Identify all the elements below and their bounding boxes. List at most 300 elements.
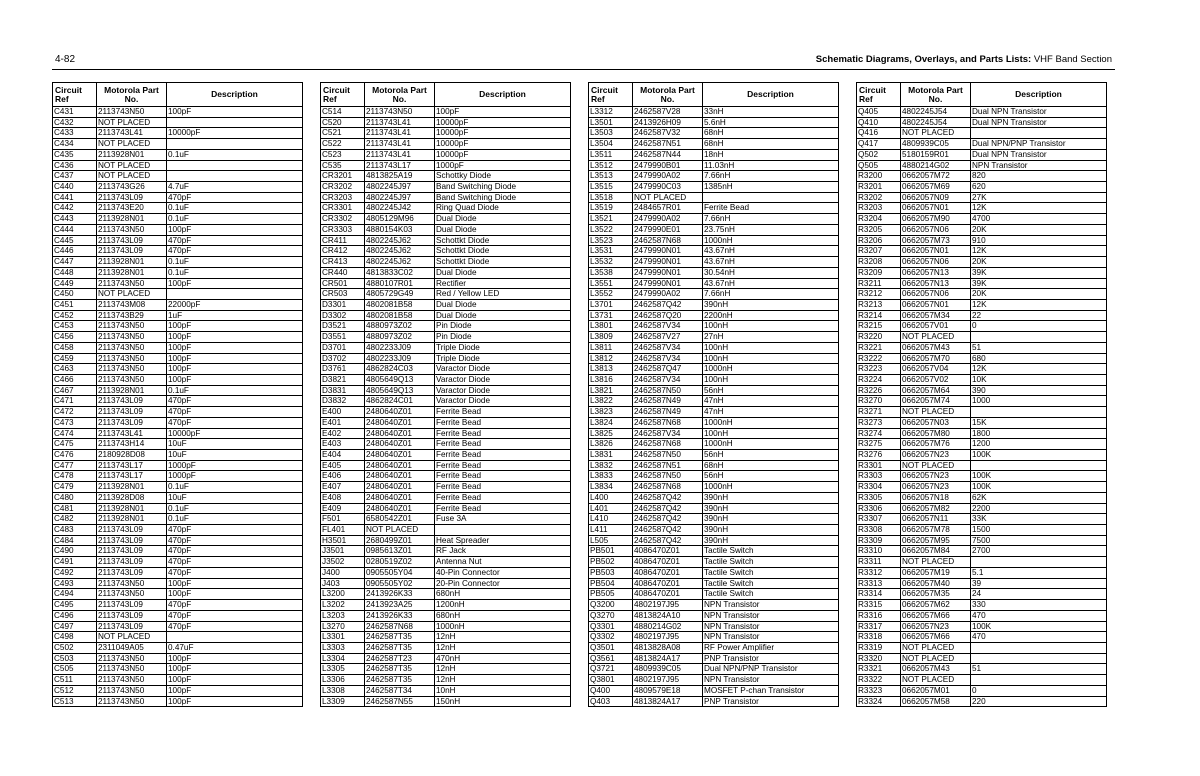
description-cell: 100pF	[167, 578, 303, 589]
description-cell: Ferrite Bead	[435, 471, 571, 482]
description-cell: 68nH	[703, 139, 839, 150]
table-row	[53, 600, 303, 611]
description-cell: 390nH	[703, 503, 839, 514]
part-no-cell: NOT PLACED	[901, 557, 971, 568]
part-no-cell: 0662057N11	[901, 514, 971, 525]
part-no-cell: 2479990C03	[633, 182, 703, 193]
circuit-ref-cell: R3313	[857, 578, 901, 589]
table-row	[857, 214, 1107, 225]
header-description: Description	[167, 83, 303, 107]
table-row	[589, 364, 839, 375]
circuit-ref-cell: R3320	[857, 653, 901, 664]
description-cell: 1000nH	[703, 439, 839, 450]
description-cell	[971, 675, 1107, 686]
table-row	[589, 546, 839, 557]
circuit-ref-cell: CR3303	[321, 224, 365, 235]
description-cell: Schottkt Diode	[435, 235, 571, 246]
circuit-ref-cell: D3301	[321, 299, 365, 310]
circuit-ref-cell: C493	[53, 578, 97, 589]
table-row	[321, 214, 571, 225]
description-cell: 470pF	[167, 621, 303, 632]
table-row	[589, 653, 839, 664]
part-no-cell: 2479990N01	[633, 278, 703, 289]
table-row	[53, 578, 303, 589]
description-cell	[971, 653, 1107, 664]
description-cell: 18nH	[703, 149, 839, 160]
description-cell: 1385nH	[703, 182, 839, 193]
circuit-ref-cell: Q505	[857, 160, 901, 171]
table-row	[321, 632, 571, 643]
table-row	[321, 117, 571, 128]
circuit-ref-cell: R3305	[857, 492, 901, 503]
part-no-cell: 2479990A02	[633, 214, 703, 225]
header-part-no: Motorola Part No.	[901, 83, 971, 107]
circuit-ref-cell: Q403	[589, 696, 633, 707]
description-cell: 1000nH	[703, 417, 839, 428]
table-row	[589, 353, 839, 364]
description-cell: 100pF	[167, 685, 303, 696]
table-row	[857, 385, 1107, 396]
part-no-cell: 2462587V34	[633, 353, 703, 364]
circuit-ref-cell: R3205	[857, 224, 901, 235]
description-cell: 20K	[971, 224, 1107, 235]
table-row	[53, 310, 303, 321]
description-cell: 100pF	[167, 278, 303, 289]
table-row	[53, 289, 303, 300]
part-no-cell: 2413926K33	[365, 610, 435, 621]
part-no-cell: 2113743N50	[97, 696, 167, 707]
description-cell: 20K	[971, 289, 1107, 300]
part-no-cell: 4802245J42	[365, 203, 435, 214]
table-row	[321, 374, 571, 385]
part-no-cell: 2113743N50	[97, 675, 167, 686]
table-row	[321, 664, 571, 675]
table-row	[53, 353, 303, 364]
circuit-ref-cell: R3304	[857, 482, 901, 493]
circuit-ref-cell: C522	[321, 139, 365, 150]
description-cell: Varactor Diode	[435, 396, 571, 407]
part-no-cell: 0662057N06	[901, 289, 971, 300]
circuit-ref-cell: D3831	[321, 385, 365, 396]
circuit-ref-cell: L3833	[589, 471, 633, 482]
part-no-cell: 2484657R01	[633, 203, 703, 214]
circuit-ref-cell: C458	[53, 342, 97, 353]
part-no-cell: 4862824C01	[365, 396, 435, 407]
circuit-ref-cell: R3323	[857, 685, 901, 696]
table-row	[321, 107, 571, 118]
circuit-ref-cell: R3316	[857, 610, 901, 621]
description-cell: PNP Transistor	[703, 696, 839, 707]
description-cell: Dual NPN Transistor	[971, 149, 1107, 160]
part-no-cell: 4802081B58	[365, 299, 435, 310]
circuit-ref-cell: L3811	[589, 342, 633, 353]
table-row	[857, 289, 1107, 300]
part-no-cell: 2479990A02	[633, 171, 703, 182]
description-cell: 100pF	[167, 107, 303, 118]
circuit-ref-cell: C448	[53, 267, 97, 278]
circuit-ref-cell: C523	[321, 149, 365, 160]
description-cell: 680nH	[435, 589, 571, 600]
header-description: Description	[435, 83, 571, 107]
table-row	[53, 696, 303, 707]
circuit-ref-cell: C434	[53, 139, 97, 150]
table-row	[857, 257, 1107, 268]
description-cell: 1000pF	[167, 460, 303, 471]
table-row	[321, 235, 571, 246]
table-row	[321, 567, 571, 578]
description-cell: Ferrite Bead	[435, 407, 571, 418]
circuit-ref-cell: C496	[53, 610, 97, 621]
part-no-cell: 2462587T34	[365, 685, 435, 696]
table-row	[321, 589, 571, 600]
description-cell	[167, 117, 303, 128]
description-cell: 100K	[971, 471, 1107, 482]
circuit-ref-cell: L3519	[589, 203, 633, 214]
description-cell	[435, 525, 571, 536]
circuit-ref-cell: R3208	[857, 257, 901, 268]
circuit-ref-cell: J3502	[321, 557, 365, 568]
table-row	[857, 610, 1107, 621]
table-row	[589, 600, 839, 611]
circuit-ref-cell: L3731	[589, 310, 633, 321]
part-no-cell: 2480640Z01	[365, 471, 435, 482]
part-no-cell: 2680499Z01	[365, 535, 435, 546]
part-no-cell: 2413926K33	[365, 589, 435, 600]
table-row	[857, 374, 1107, 385]
part-no-cell: NOT PLACED	[633, 192, 703, 203]
description-cell: 910	[971, 235, 1107, 246]
table-row	[53, 664, 303, 675]
part-no-cell: 2462587N68	[633, 482, 703, 493]
description-cell: 470pF	[167, 407, 303, 418]
circuit-ref-cell: C497	[53, 621, 97, 632]
table-row	[53, 546, 303, 557]
circuit-ref-cell: C437	[53, 171, 97, 182]
table-row	[857, 653, 1107, 664]
circuit-ref-cell: Q3301	[589, 621, 633, 632]
part-no-cell: 2113743L09	[97, 546, 167, 557]
parts-table-2	[320, 82, 571, 707]
description-cell: 10000pF	[435, 117, 571, 128]
description-cell	[971, 460, 1107, 471]
part-no-cell: 2480640Z01	[365, 482, 435, 493]
table-row	[589, 117, 839, 128]
table-row	[53, 299, 303, 310]
circuit-ref-cell: C459	[53, 353, 97, 364]
circuit-ref-cell: CR3301	[321, 203, 365, 214]
circuit-ref-cell: C481	[53, 503, 97, 514]
table-row	[589, 289, 839, 300]
part-no-cell: 4880154K03	[365, 224, 435, 235]
circuit-ref-cell: L3513	[589, 171, 633, 182]
circuit-ref-cell: Q3721	[589, 664, 633, 675]
table-row	[857, 685, 1107, 696]
circuit-ref-cell: L3801	[589, 321, 633, 332]
table-row	[589, 675, 839, 686]
description-cell: 56nH	[703, 471, 839, 482]
table-row	[857, 139, 1107, 150]
table-row	[857, 321, 1107, 332]
table-row	[857, 310, 1107, 321]
part-no-cell: 0662057M64	[901, 385, 971, 396]
circuit-ref-cell: L3834	[589, 482, 633, 493]
description-cell: 0	[971, 685, 1107, 696]
description-cell: Varactor Diode	[435, 374, 571, 385]
description-cell: Heat Spreader	[435, 535, 571, 546]
table-row	[857, 267, 1107, 278]
circuit-ref-cell: R3202	[857, 192, 901, 203]
circuit-ref-cell: R3215	[857, 321, 901, 332]
circuit-ref-cell: L3552	[589, 289, 633, 300]
circuit-ref-cell: L3821	[589, 385, 633, 396]
description-cell: Ferrite Bead	[435, 460, 571, 471]
part-no-cell: 4809939C05	[901, 139, 971, 150]
table-row	[589, 642, 839, 653]
table-row	[321, 610, 571, 621]
circuit-ref-cell: R3207	[857, 246, 901, 257]
circuit-ref-cell: C431	[53, 107, 97, 118]
circuit-ref-cell: C466	[53, 374, 97, 385]
part-no-cell: 0662057V01	[901, 321, 971, 332]
table-row	[53, 257, 303, 268]
part-no-cell: NOT PLACED	[901, 332, 971, 343]
table-row	[321, 192, 571, 203]
circuit-ref-cell: R3324	[857, 696, 901, 707]
part-no-cell: 2113928N01	[97, 214, 167, 225]
circuit-ref-cell: E406	[321, 471, 365, 482]
table-row	[53, 278, 303, 289]
part-no-cell: 2462587T35	[365, 642, 435, 653]
table-row	[857, 557, 1107, 568]
table-row	[321, 503, 571, 514]
table-row	[857, 224, 1107, 235]
circuit-ref-cell: H3501	[321, 535, 365, 546]
description-cell: NPN Transistor	[703, 675, 839, 686]
table-row	[321, 149, 571, 160]
circuit-ref-cell: L3813	[589, 364, 633, 375]
table-row	[589, 567, 839, 578]
part-no-cell: 2311049A05	[97, 642, 167, 653]
table-row	[589, 696, 839, 707]
table-row	[321, 600, 571, 611]
circuit-ref-cell: Q3561	[589, 653, 633, 664]
table-row	[53, 557, 303, 568]
circuit-ref-cell: Q3302	[589, 632, 633, 643]
table-row	[53, 139, 303, 150]
part-no-cell: 4802197J95	[633, 632, 703, 643]
description-cell: 680nH	[435, 610, 571, 621]
part-no-cell: 2113743L09	[97, 246, 167, 257]
part-no-cell: 5180159R01	[901, 149, 971, 160]
table-row	[321, 385, 571, 396]
description-cell: 10000pF	[435, 149, 571, 160]
description-cell: 2200	[971, 503, 1107, 514]
circuit-ref-cell: C473	[53, 417, 97, 428]
circuit-ref-cell: C440	[53, 182, 97, 193]
part-no-cell: 2113743L41	[97, 128, 167, 139]
description-cell: 1000	[971, 396, 1107, 407]
circuit-ref-cell: E402	[321, 428, 365, 439]
table-row	[857, 128, 1107, 139]
table-row	[589, 632, 839, 643]
table-row	[857, 567, 1107, 578]
description-cell: 43.67nH	[703, 246, 839, 257]
description-cell: 10nH	[435, 685, 571, 696]
description-cell: Dual Diode	[435, 214, 571, 225]
table-row	[53, 675, 303, 686]
circuit-ref-cell: CR501	[321, 278, 365, 289]
part-no-cell: NOT PLACED	[97, 632, 167, 643]
part-no-cell: 4813833C02	[365, 267, 435, 278]
header-part-no: Motorola Part No.	[633, 83, 703, 107]
description-cell: 20-Pin Connector	[435, 578, 571, 589]
description-cell: 100nH	[703, 353, 839, 364]
table-row	[321, 321, 571, 332]
table-row	[857, 192, 1107, 203]
table-row	[53, 107, 303, 118]
circuit-ref-cell: C491	[53, 557, 97, 568]
description-cell: 0.1uF	[167, 257, 303, 268]
circuit-ref-cell: D3821	[321, 374, 365, 385]
circuit-ref-cell: C505	[53, 664, 97, 675]
circuit-ref-cell: CR503	[321, 289, 365, 300]
circuit-ref-cell: C436	[53, 160, 97, 171]
part-no-cell: 0662057N18	[901, 492, 971, 503]
part-no-cell: 2113743E20	[97, 203, 167, 214]
description-cell: 1000pF	[167, 471, 303, 482]
table-row	[589, 385, 839, 396]
table-row	[53, 632, 303, 643]
part-no-cell: 0905505Y02	[365, 578, 435, 589]
description-cell: 1500	[971, 525, 1107, 536]
part-no-cell: 2413923A25	[365, 600, 435, 611]
circuit-ref-cell: R3224	[857, 374, 901, 385]
circuit-ref-cell: C453	[53, 321, 97, 332]
circuit-ref-cell: L3308	[321, 685, 365, 696]
description-cell: 33K	[971, 514, 1107, 525]
part-no-cell: 2113928N01	[97, 385, 167, 396]
part-no-cell: 2113743N50	[97, 664, 167, 675]
part-no-cell: 0662057N03	[901, 417, 971, 428]
part-no-cell: 2113743L09	[97, 396, 167, 407]
part-no-cell: 2113743L09	[97, 557, 167, 568]
description-cell: Dual Diode	[435, 224, 571, 235]
circuit-ref-cell: R3321	[857, 664, 901, 675]
table-row	[589, 246, 839, 257]
table-row	[589, 471, 839, 482]
description-cell: 330	[971, 600, 1107, 611]
table-row	[589, 396, 839, 407]
description-cell: 0.1uF	[167, 385, 303, 396]
part-no-cell: 2113928D08	[97, 492, 167, 503]
table-row	[589, 439, 839, 450]
table-row	[321, 353, 571, 364]
description-cell: 390nH	[703, 492, 839, 503]
description-cell: 4.7uF	[167, 182, 303, 193]
table-row	[857, 342, 1107, 353]
description-cell: 1000nH	[703, 482, 839, 493]
part-no-cell: 4813825A19	[365, 171, 435, 182]
description-cell: 40-Pin Connector	[435, 567, 571, 578]
part-no-cell: 4802233J09	[365, 342, 435, 353]
table-row	[857, 664, 1107, 675]
circuit-ref-cell: C512	[53, 685, 97, 696]
table-row	[857, 535, 1107, 546]
table-row	[53, 482, 303, 493]
circuit-ref-cell: L3270	[321, 621, 365, 632]
circuit-ref-cell: Q410	[857, 117, 901, 128]
table-row	[53, 203, 303, 214]
circuit-ref-cell: Q3200	[589, 600, 633, 611]
circuit-ref-cell: F501	[321, 514, 365, 525]
circuit-ref-cell: Q400	[589, 685, 633, 696]
part-no-cell: 2462587V34	[633, 342, 703, 353]
description-cell: 11.03nH	[703, 160, 839, 171]
circuit-ref-cell: L3301	[321, 632, 365, 643]
description-cell: 0.47uF	[167, 642, 303, 653]
table-row	[857, 235, 1107, 246]
circuit-ref-cell: C503	[53, 653, 97, 664]
circuit-ref-cell: C449	[53, 278, 97, 289]
circuit-ref-cell: R3270	[857, 396, 901, 407]
part-no-cell: 4086470Z01	[633, 546, 703, 557]
description-cell: Varactor Diode	[435, 385, 571, 396]
description-cell: 390nH	[703, 535, 839, 546]
part-no-cell: 2462587V34	[633, 321, 703, 332]
circuit-ref-cell: E407	[321, 482, 365, 493]
part-no-cell: NOT PLACED	[97, 289, 167, 300]
circuit-ref-cell: L3504	[589, 139, 633, 150]
description-cell: 51	[971, 664, 1107, 675]
description-cell: 68nH	[703, 128, 839, 139]
description-cell: 100nH	[703, 321, 839, 332]
description-cell: Triple Diode	[435, 342, 571, 353]
table-row	[321, 525, 571, 536]
description-cell: Schottkt Diode	[435, 257, 571, 268]
description-cell: Ferrite Bead	[435, 428, 571, 439]
part-no-cell: 0662057M76	[901, 439, 971, 450]
part-no-cell: 0662057N13	[901, 278, 971, 289]
description-cell: 470pF	[167, 557, 303, 568]
circuit-ref-cell: L3512	[589, 160, 633, 171]
description-cell: 1uF	[167, 310, 303, 321]
circuit-ref-cell: C476	[53, 450, 97, 461]
circuit-ref-cell: L3503	[589, 128, 633, 139]
part-no-cell: 0662057M72	[901, 171, 971, 182]
description-cell: Rectifier	[435, 278, 571, 289]
circuit-ref-cell: R3201	[857, 182, 901, 193]
table-row	[321, 182, 571, 193]
circuit-ref-cell: R3308	[857, 525, 901, 536]
table-row	[321, 696, 571, 707]
part-no-cell: 0662057N23	[901, 471, 971, 482]
table-row	[589, 589, 839, 600]
table-row	[857, 246, 1107, 257]
description-cell: Band Switching Diode	[435, 182, 571, 193]
description-cell: 0.1uF	[167, 482, 303, 493]
circuit-ref-cell: C484	[53, 535, 97, 546]
table-header-row	[321, 83, 571, 107]
circuit-ref-cell: C445	[53, 235, 97, 246]
circuit-ref-cell: CR413	[321, 257, 365, 268]
table-row	[321, 439, 571, 450]
part-no-cell: 2113743N50	[97, 278, 167, 289]
description-cell	[167, 139, 303, 150]
description-cell: Dual NPN/PNP Transistor	[703, 664, 839, 675]
part-no-cell: 2113743N50	[97, 353, 167, 364]
part-no-cell: 0662057M40	[901, 578, 971, 589]
description-cell: 470pF	[167, 417, 303, 428]
